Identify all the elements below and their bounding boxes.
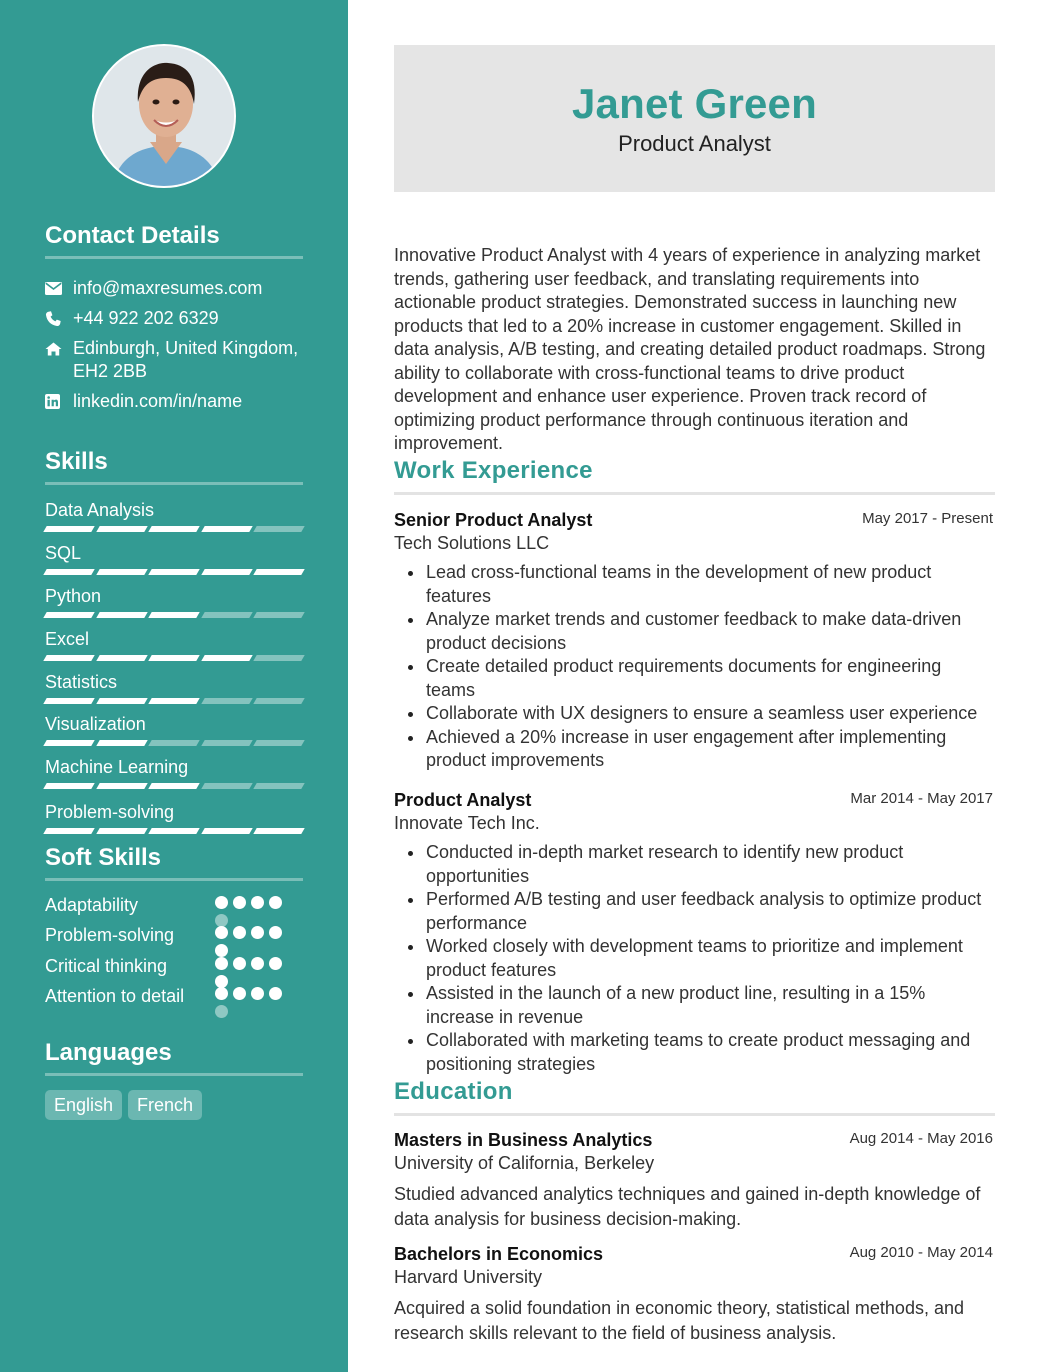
job-bullets: [394, 561, 995, 773]
languages-list: [45, 1090, 202, 1120]
contact-linkedin-text: linkedin.com/in/name: [73, 391, 243, 411]
education-description: Studied advanced analytics techniques and gained in-depth knowledge of data analysis for business decision-making.: [394, 1184, 981, 1229]
soft-skill-name: Critical thinking: [45, 956, 168, 976]
skill-level-segment: [254, 612, 305, 618]
skill-level-segment: [254, 698, 305, 704]
skill-level-segment: [201, 783, 252, 789]
job-bullet: Assisted in the launch of a new product line, resulting in a 15% increase in revenue: [394, 982, 995, 1029]
rating-dot: [233, 896, 246, 909]
soft-skill-rating: [215, 896, 290, 927]
education-entry: [394, 1243, 995, 1346]
contact-email[interactable]: [45, 277, 303, 300]
skill-level-bar: [45, 612, 303, 618]
rating-dot: [215, 896, 228, 909]
phone-icon: [45, 307, 73, 330]
education-entry: [394, 1129, 995, 1232]
skill-level-segment: [254, 828, 305, 834]
school-name: Harvard University: [394, 1267, 543, 1287]
contact-address-text: Edinburgh, United Kingdom, EH2 2BB: [73, 338, 299, 381]
skill-level-segment: [96, 740, 147, 746]
job-bullet: Worked closely with development teams to prioritize and implement product features: [394, 935, 995, 982]
job-company: Tech Solutions LLC: [394, 533, 550, 553]
experience-heading: Work Experience: [394, 456, 995, 495]
education-dates: Aug 2014 - May 2016: [849, 1130, 993, 1147]
skill-level-segment: [43, 526, 94, 532]
rating-dot: [215, 1005, 228, 1018]
job-bullet: Conducted in-depth market research to identify new product opportunities: [394, 841, 995, 888]
skill-name: Python: [45, 586, 102, 606]
skill-level-bar: [45, 698, 303, 704]
soft-skill-rating: [215, 926, 290, 957]
job-title: Senior Product Analyst: [394, 510, 593, 530]
contact-linkedin[interactable]: [45, 390, 303, 413]
home-icon: [45, 337, 73, 360]
skill-item: [45, 671, 303, 704]
skill-level-bar: [45, 526, 303, 532]
skill-level-segment: [148, 612, 199, 618]
sidebar: [0, 0, 348, 1372]
candidate-name: Janet Green: [572, 80, 817, 127]
skill-level-segment: [43, 698, 94, 704]
job-bullet: Performed A/B testing and user feedback analysis to optimize product performance: [394, 888, 995, 935]
skill-level-segment: [254, 740, 305, 746]
skill-level-segment: [254, 526, 305, 532]
school-name: University of California, Berkeley: [394, 1153, 655, 1173]
rating-dot: [233, 957, 246, 970]
rating-dot: [251, 957, 264, 970]
soft-skill-rating: [215, 987, 290, 1018]
portrait-image: [94, 46, 236, 188]
job-bullet: Analyze market trends and customer feedback to make data-driven product decisions: [394, 608, 995, 655]
rating-dot: [215, 944, 228, 957]
skill-level-segment: [148, 526, 199, 532]
skill-level-segment: [201, 569, 252, 575]
skill-level-segment: [148, 698, 199, 704]
skill-item: [45, 542, 303, 575]
soft-skill-name: Problem-solving: [45, 925, 175, 945]
rating-dot: [269, 896, 282, 909]
languages-heading: Languages: [45, 1039, 303, 1076]
skill-level-segment: [43, 783, 94, 789]
rating-dot: [215, 987, 228, 1000]
avatar: [92, 44, 236, 188]
skill-level-segment: [96, 526, 147, 532]
education-heading: Education: [394, 1077, 995, 1116]
job-dates: May 2017 - Present: [862, 510, 993, 527]
rating-dot: [215, 957, 228, 970]
skill-level-segment: [43, 569, 94, 575]
soft-skill-rating: [215, 957, 290, 988]
candidate-title: Product Analyst: [618, 131, 771, 156]
skill-level-segment: [148, 655, 199, 661]
job-entry: [394, 509, 995, 773]
skill-level-segment: [254, 783, 305, 789]
envelope-icon: [45, 277, 73, 300]
job-dates: Mar 2014 - May 2017: [850, 790, 993, 807]
rating-dot: [233, 987, 246, 1000]
education-dates: Aug 2010 - May 2014: [849, 1244, 993, 1261]
skill-name: Statistics: [45, 672, 118, 692]
contact-phone-text: +44 922 202 6329: [73, 308, 219, 328]
skill-level-segment: [148, 828, 199, 834]
skill-level-segment: [96, 698, 147, 704]
skill-level-bar: [45, 569, 303, 575]
rating-dot: [251, 896, 264, 909]
skill-level-segment: [96, 783, 147, 789]
skill-level-segment: [148, 740, 199, 746]
skill-name: Machine Learning: [45, 757, 189, 777]
skills-heading: Skills: [45, 448, 303, 485]
skill-level-segment: [43, 740, 94, 746]
skill-level-segment: [254, 569, 305, 575]
skill-level-segment: [201, 526, 252, 532]
skill-level-segment: [43, 612, 94, 618]
skill-level-segment: [96, 828, 147, 834]
soft-skill-name: Adaptability: [45, 895, 139, 915]
skill-level-segment: [201, 612, 252, 618]
skill-name: Problem-solving: [45, 802, 175, 822]
skill-level-segment: [43, 828, 94, 834]
job-bullet: Collaborated with marketing teams to create product messaging and positioning strategies: [394, 1029, 995, 1076]
skill-item: [45, 585, 303, 618]
soft-skill-name: Attention to detail: [45, 986, 185, 1006]
rating-dot: [233, 926, 246, 939]
skill-level-segment: [201, 655, 252, 661]
job-bullets: [394, 841, 995, 1076]
skill-level-segment: [96, 655, 147, 661]
rating-dot: [215, 926, 228, 939]
skill-level-bar: [45, 655, 303, 661]
resume-header: [394, 45, 995, 192]
skill-level-segment: [201, 828, 252, 834]
rating-dot: [269, 987, 282, 1000]
skill-name: Visualization: [45, 714, 146, 734]
degree-title: Bachelors in Economics: [394, 1244, 604, 1264]
language-tag: French: [128, 1090, 202, 1120]
rating-dot: [269, 926, 282, 939]
degree-title: Masters in Business Analytics: [394, 1130, 653, 1150]
job-bullet: Create detailed product requirements documents for engineering teams: [394, 655, 995, 702]
language-tag: English: [45, 1090, 122, 1120]
skill-name: Data Analysis: [45, 500, 155, 520]
job-bullet: Achieved a 20% increase in user engagement after implementing product improvements: [394, 726, 995, 773]
contact-phone[interactable]: [45, 307, 303, 330]
skill-level-segment: [96, 569, 147, 575]
education-description: Acquired a solid foundation in economic theory, statistical methods, and research skills relevant to the field of business analysis.: [394, 1298, 964, 1343]
skill-level-segment: [148, 569, 199, 575]
profile-summary: Innovative Product Analyst with 4 years of experience in analyzing market trends, gathering user feedback, and translating requirements into actionable product strategies. Demonstrated success in launching new products that led to a 20% increase in customer engagement. Skilled in data analysis, A/B testing, and creating detailed product roadmaps. Strong ability to collaborate with cross-functional teams to drive product development and enhance user experience. Proven track record of optimizing product performance through continuous iteration and improvement.: [394, 245, 986, 453]
skill-item: [45, 499, 303, 532]
rating-dot: [251, 987, 264, 1000]
skill-level-segment: [201, 698, 252, 704]
skill-item: [45, 628, 303, 661]
skill-level-bar: [45, 740, 303, 746]
skill-level-bar: [45, 783, 303, 789]
job-bullet: Lead cross-functional teams in the development of new product features: [394, 561, 995, 608]
skill-item: [45, 713, 303, 746]
skill-level-segment: [96, 612, 147, 618]
rating-dot: [269, 957, 282, 970]
skill-item: [45, 801, 303, 834]
skill-name: SQL: [45, 543, 82, 563]
skill-level-segment: [43, 655, 94, 661]
skill-item: [45, 756, 303, 789]
contact-address: [45, 337, 303, 383]
job-company: Innovate Tech Inc.: [394, 813, 540, 833]
skill-level-segment: [201, 740, 252, 746]
job-entry: [394, 789, 995, 1076]
job-bullet: Collaborate with UX designers to ensure a seamless user experience: [394, 702, 995, 726]
skill-level-segment: [254, 655, 305, 661]
rating-dot: [251, 926, 264, 939]
job-title: Product Analyst: [394, 790, 532, 810]
skill-name: Excel: [45, 629, 90, 649]
soft-skills-heading: Soft Skills: [45, 844, 303, 881]
contact-heading: Contact Details: [45, 222, 303, 259]
linkedin-icon: [45, 390, 73, 413]
skill-level-segment: [148, 783, 199, 789]
skill-level-bar: [45, 828, 303, 834]
contact-email-text: info@maxresumes.com: [73, 278, 263, 298]
